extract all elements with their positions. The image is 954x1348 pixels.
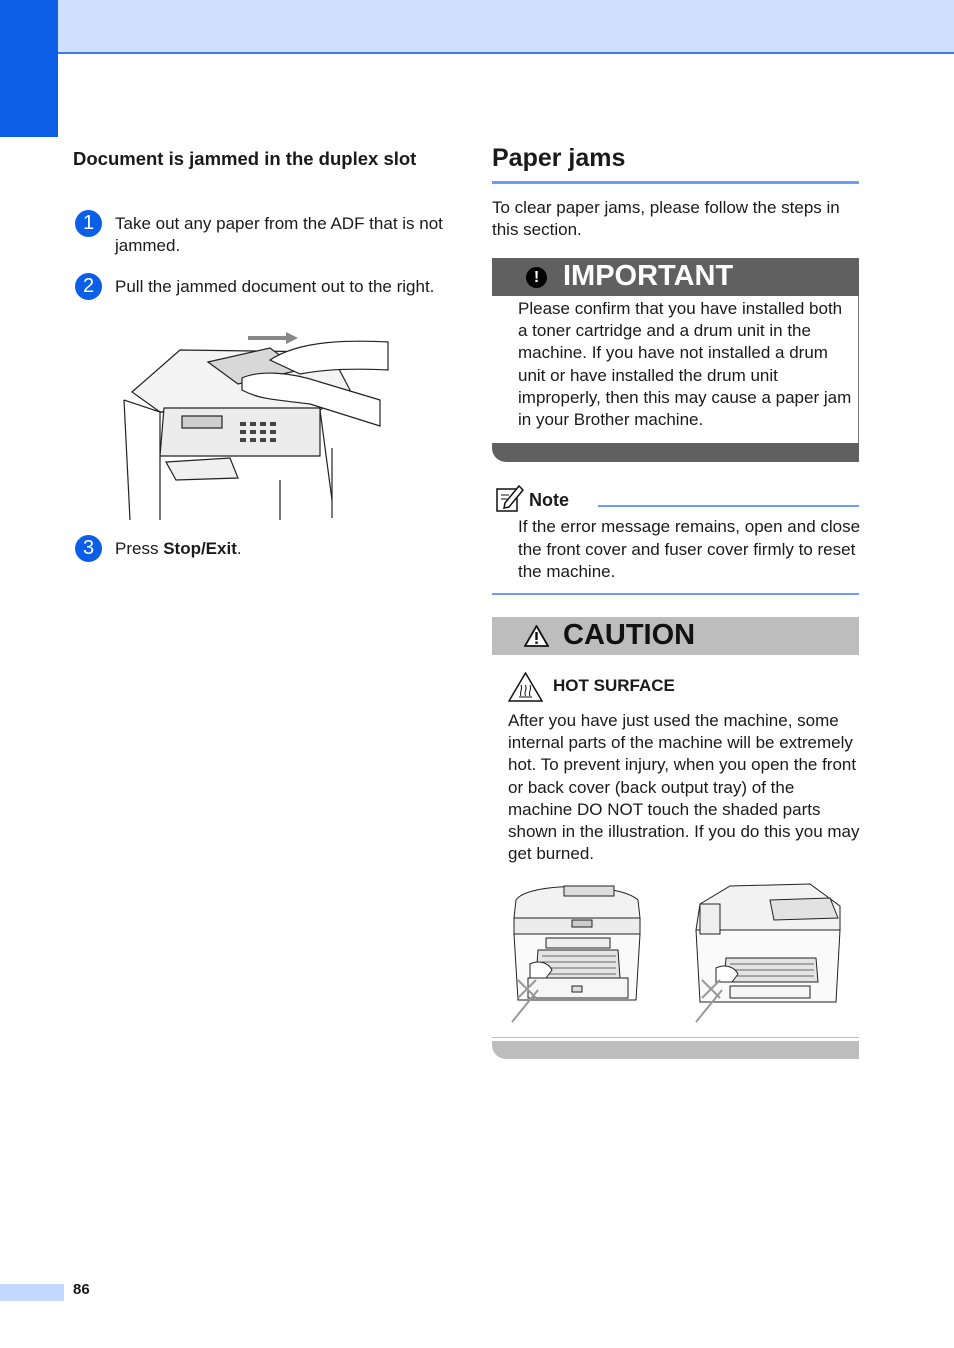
step-number: 2 xyxy=(75,273,102,300)
step-1 xyxy=(73,210,453,260)
step-2 xyxy=(73,273,453,323)
adf-jam-illustration xyxy=(120,330,392,520)
step-number: 1 xyxy=(75,210,102,237)
section-title: Paper jams xyxy=(492,144,626,172)
note-title: Note xyxy=(529,490,569,510)
note-body: If the error message remains, open and close the front cover and fuser cover firmly to reset the machine. xyxy=(518,517,861,581)
caution-divider xyxy=(492,1037,859,1038)
step-text: Pull the jammed document out to the right. xyxy=(115,277,435,296)
caution-footer xyxy=(492,1041,859,1059)
header-band xyxy=(0,0,954,54)
warning-triangle-icon xyxy=(524,625,549,647)
caution-title: CAUTION xyxy=(563,619,696,651)
step-text-suffix: . xyxy=(236,539,242,558)
chapter-tab xyxy=(0,0,58,137)
intro-text: To clear paper jams, please follow the steps in this section. xyxy=(492,198,840,239)
step-text xyxy=(115,538,445,560)
caution-body: After you have just used the machine, some internal parts of the machine will be extremely hot. To prevent injury, when you open the front or back cover (back output tray) of the machine DO NOT touch the shaded parts shown in the illustration. If you do this you may get burned. xyxy=(508,711,860,864)
subsection-heading: Document is jammed in the duplex slot xyxy=(73,148,417,169)
hot-surface-title: HOT SURFACE xyxy=(553,676,675,695)
note-rule xyxy=(598,505,859,507)
step-number: 3 xyxy=(75,535,102,562)
note-rule-bottom xyxy=(492,593,859,595)
stop-exit-key-label: Stop/Exit xyxy=(163,539,237,558)
page-number: 86 xyxy=(73,1281,90,1298)
footer-tab xyxy=(0,1284,64,1301)
important-title: IMPORTANT xyxy=(563,260,734,292)
important-body: Please confirm that you have installed both a toner cartridge and a drum unit in the machine. If you have not installed a drum unit or have installed the drum unit improperly, then this may cause a paper jam in your Brother machine. xyxy=(518,299,852,430)
step-text-prefix: Press xyxy=(115,539,164,558)
machine-front-illustration xyxy=(508,878,645,1023)
note-pencil-icon xyxy=(495,483,525,513)
title-rule xyxy=(492,181,859,184)
step-text: Take out any paper from the ADF that is not jammed. xyxy=(115,214,443,255)
step-3 xyxy=(73,535,453,565)
hot-surface-icon xyxy=(508,672,543,702)
important-footer xyxy=(492,443,859,462)
machine-back-illustration xyxy=(690,878,845,1023)
exclamation-icon: ! xyxy=(526,267,547,288)
important-border xyxy=(858,296,859,443)
